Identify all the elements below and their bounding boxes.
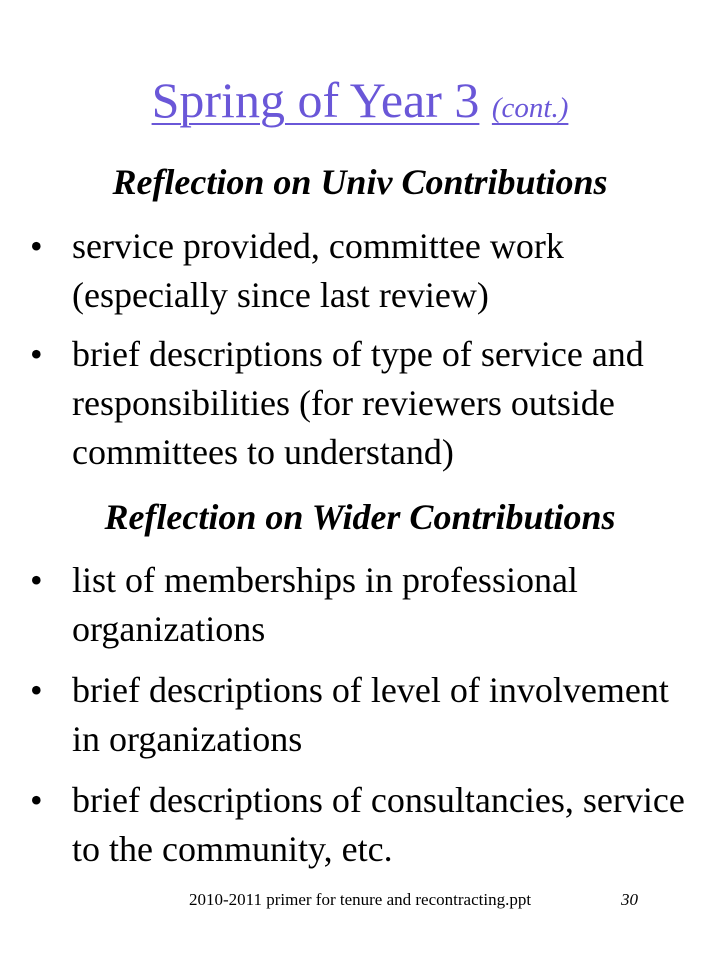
- bullet-marker: •: [30, 670, 43, 710]
- bullet-marker: •: [30, 560, 43, 600]
- bullet-marker: •: [30, 334, 43, 374]
- bullet-text: list of memberships in professional organizations: [72, 560, 578, 649]
- bullet-text: service provided, committee work (especially since last review): [72, 226, 564, 315]
- bullet-marker: •: [30, 780, 43, 820]
- slide-title[interactable]: [0, 70, 720, 138]
- bullet-text: brief descriptions of type of service and responsibilities (for reviewers outside committees to understand): [72, 334, 644, 472]
- bullet-item: [30, 776, 690, 874]
- section-heading-univ: Reflection on Univ Contributions: [112, 162, 608, 202]
- slide-footer: [0, 888, 720, 912]
- bullet-item: [30, 666, 690, 764]
- bullet-item: [30, 222, 690, 320]
- footer-filename: 2010-2011 primer for tenure and recontracting.ppt: [188, 890, 532, 909]
- title-text[interactable]: Spring of Year 3: [151, 72, 480, 128]
- bullet-text: brief descriptions of level of involvement in organizations: [72, 670, 669, 759]
- bullet-text: brief descriptions of consultancies, service to the community, etc.: [72, 780, 685, 869]
- page-number: 30: [621, 890, 638, 909]
- section-heading-wider: Reflection on Wider Contributions: [104, 497, 616, 537]
- title-suffix[interactable]: (cont.): [491, 92, 569, 124]
- bullet-marker: •: [30, 226, 43, 266]
- bullet-item: [30, 556, 690, 654]
- bullet-item: [30, 330, 690, 477]
